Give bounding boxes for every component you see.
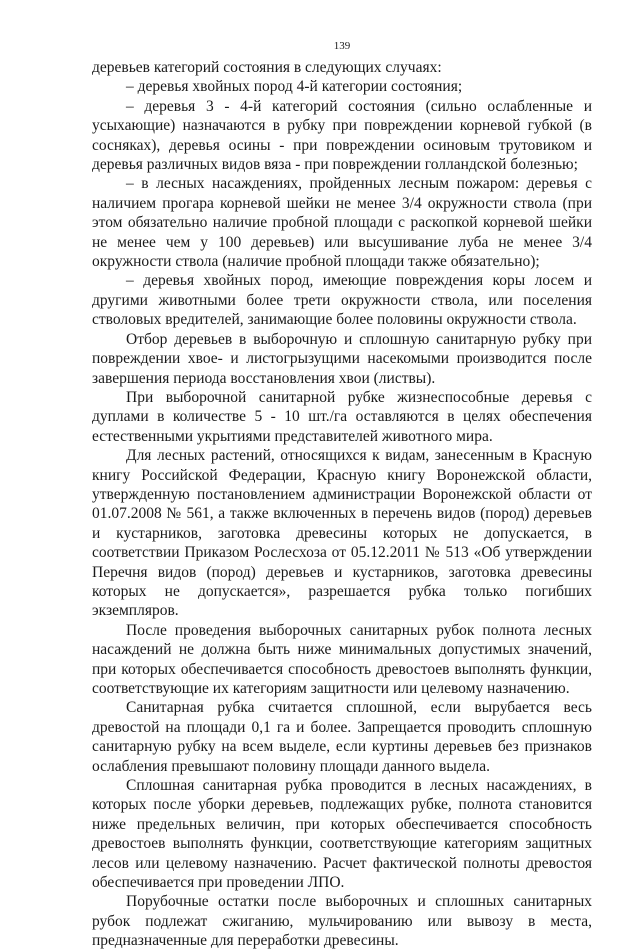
- paragraph-logging-residues: Порубочные остатки после выборочных и сплошных санитарных рубок подлежат сжиганию, мульчированию или вывозу в места, предназначенные для переработки древесины.: [92, 893, 592, 950]
- list-item-conifer-category-4: – деревья хвойных пород 4-й категории состояния;: [126, 78, 463, 96]
- paragraph-stand-density: После проведения выборочных санитарных рубок полнота лесных насаждений не должна быть ниже минимальных допустимых значений, при которых обеспечивается способность древостоев выполнять функции, соответствующие их категориям защитности или целевому назначению.: [92, 621, 592, 697]
- paragraph-insect-damage: Отбор деревьев в выборочную и сплошную санитарную рубку при повреждении хвое- и листогрызущими насекомыми производится после завершения периода восстановления хвои (листвы).: [92, 330, 592, 387]
- paragraph-red-book: Для лесных растений, относящихся к видам, занесенным в Красную книгу Российской Федерации, Красную книгу Воронежской области, утвержденную постановлением администрации Воронежской области от 01.07.2008 № 561, а также включенных в перечень видов (пород) деревьев и кустарников, заготовка древесины которых не допускается, в соответствии Приказом Рослесхоза от 05.12.2011 № 513 «Об утверждении Перечня видов (пород) деревьев и кустарников, заготовка древесины которых не допускается», разрешается рубка только погибших экземпляров.: [92, 447, 592, 620]
- list-item-bark-damage: – деревья хвойных пород, имеющие повреждения коры лосем и другими животными более трети окружности ствола, или поселения стволовых вредителей, занимающие более половины окружности ствола.: [92, 272, 592, 329]
- paragraph-hollow-trees: При выборочной санитарной рубке жизнеспособные деревья с дуплами в количестве 5 - 10 шт./га оставляются в целях обеспечения естественными укрытиями представителей животного мира.: [92, 388, 592, 445]
- list-item-fire-damage: – в лесных насаждениях, пройденных лесным пожаром: деревья с наличием прогара корневой шейки не менее 3/4 окружности ствола (при этом обязательно наличие пробной площади с раскопкой корневой шейки не менее чем у 100 деревьев) или высушивание луба не менее 3/4 окружности ствола (наличие пробной площади также обязательно);: [92, 175, 592, 271]
- paragraph-clear-cutting-conditions: Сплошная санитарная рубка проводится в лесных насаждениях, в которых после уборки деревьев, подлежащих рубке, полнота становится ниже предельных величин, при которых обеспечивается способность древостоев выполнять функции, соответствующие категориям защитных лесов или целевому назначению. Расчет фактической полноты древостоя обеспечивается при проведении ЛПО.: [92, 777, 592, 892]
- document-body: [92, 58, 592, 951]
- list-item-root-fungus-damage: – деревья 3 - 4-й категорий состояния (сильно ослабленные и усыхающие) назначаются в рубку при повреждении корневой губкой (в сосняках), деревья осины - при повреждении осиновым трутовиком и деревья различных видов вяза - при повреждении голландской болезнью;: [92, 97, 592, 174]
- paragraph-clear-cutting-definition: Санитарная рубка считается сплошной, если вырубается весь древостой на площади 0,1 га и более. Запрещается проводить сплошную санитарную рубку на всем выделе, если куртины деревьев без признаков ослабления превышают половину площади данного выдела.: [92, 699, 592, 775]
- paragraph-continuation: деревьев категорий состояния в следующих случаях:: [92, 59, 442, 76]
- page-number: 139: [333, 40, 351, 52]
